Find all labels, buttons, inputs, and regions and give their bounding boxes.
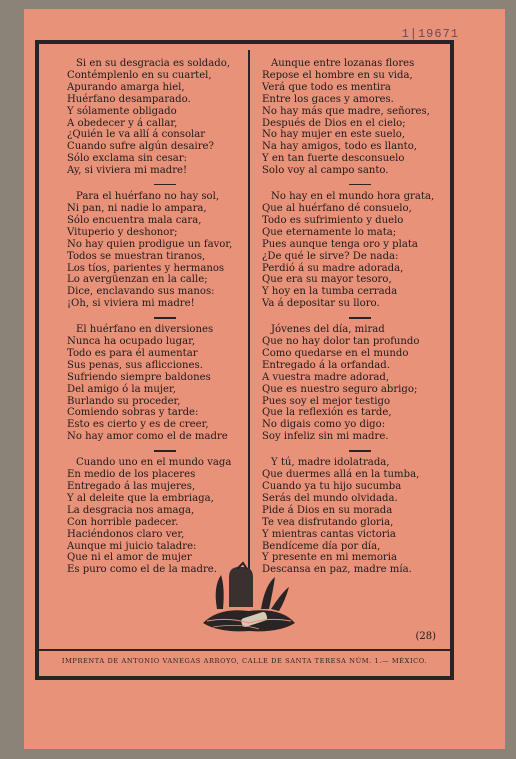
verse-line: Todos se muestran tiranos, [67, 250, 206, 262]
verse-line: Y hoy en la tumba cerrada [262, 286, 398, 298]
verse-line: Perdió á su madre adorada, [262, 262, 404, 274]
stanza-separator [262, 443, 458, 457]
verse-line: El huérfano en diversiones [76, 324, 214, 336]
verse-line: Que es nuestro seguro abrigo; [262, 383, 418, 395]
verse-line: Cuando sufre algún desaire? [67, 141, 214, 153]
broadside-sheet [24, 9, 505, 749]
stanza [262, 324, 458, 443]
verse-line: Contémplenlo en su cuartel, [67, 69, 212, 81]
verse-line: Que al huérfano dé consuelo, [262, 202, 412, 214]
stanza-separator [67, 177, 263, 191]
footer-rule [39, 649, 450, 651]
verse-line: Vituperio y deshonor; [67, 226, 178, 238]
tomb-vignette-image [199, 557, 299, 637]
verse-line: No hay mujer en este suelo, [262, 129, 405, 141]
verse-line: Na hay amigos, todo es llanto, [262, 141, 417, 153]
verse-line: No digais como yo digo: [262, 419, 386, 431]
verse-line: Después de Dios en el cielo; [262, 117, 406, 129]
verse-line: Que ni el amor de mujer [67, 552, 192, 564]
verse-line: Del amigo ó la mujer, [67, 383, 176, 395]
verse-line: A obedecer y á callar, [67, 117, 178, 129]
verse-line: Cuando ya tu hijo sucumba [262, 481, 402, 492]
verse-line: No hay amor como el de madre [67, 431, 228, 443]
verse-line: No hay quien prodigue un favor, [67, 238, 233, 250]
stanza-separator [262, 310, 458, 324]
verse-line: Entre los gaces y amores. [262, 93, 394, 105]
verse-line: Soy infeliz sin mi madre. [262, 431, 389, 443]
verse-line: Solo voy al campo santo. [262, 165, 389, 177]
verse-line: ¿Quién le va allí á consolar [67, 129, 206, 141]
verse-line: Aunque entre lozanas flores [271, 58, 415, 69]
verse-line: Haciéndonos claro ver, [67, 528, 185, 540]
verse-line: Y tú, madre idolatrada, [271, 457, 390, 469]
verse-line: Bendíceme día por día, [262, 540, 381, 552]
verse-line: Y en tan fuerte desconsuelo [262, 153, 405, 165]
verse-line: Todo es sufrimiento y duelo [262, 214, 404, 226]
verse-line: Esto es cierto y es de creer, [67, 419, 209, 431]
verse-line: Y sólamente obligado [67, 105, 177, 117]
verse-line: Serás del mundo olvidada. [262, 492, 398, 504]
verse-line: ¿De qué le sirve? De nada: [262, 250, 399, 262]
stanza [262, 58, 458, 177]
left-poem-column [67, 58, 263, 576]
verse-line: Y mientras cantas victoria [262, 528, 396, 540]
verse-line: Entregado á la orfandad. [262, 359, 390, 371]
verse-line: Sólo exclama sin cesar: [67, 153, 188, 165]
verse-line: Nunca ha ocupado lugar, [67, 336, 196, 348]
verse-line: Sufriendo siempre baldones [67, 371, 211, 383]
stanza [67, 324, 263, 443]
stanza [262, 191, 458, 310]
verse-line: Como quedarse en el mundo [262, 347, 409, 359]
verse-line: Pues soy el mejor testigo [262, 395, 391, 407]
verse-line: Y presente en mi memoria [262, 552, 397, 564]
verse-line: Y al deleite que la embriaga, [67, 492, 214, 504]
verse-line: No hay en el mundo hora grata, [271, 191, 435, 203]
page-number: (28) [415, 631, 436, 642]
stanza-separator [262, 177, 458, 191]
verse-line: Si en su desgracia es soldado, [76, 58, 231, 69]
verse-line: Lo avergüenzan en la calle; [67, 274, 208, 286]
verse-line: Descansa en paz, madre mía. [262, 564, 412, 576]
verse-line: Los tíos, parientes y hermanos [67, 262, 225, 274]
verse-line: No hay más que madre, señores, [262, 105, 430, 117]
verse-line: Todo es para él aumentar [67, 347, 198, 359]
verse-line: En medio de los placeres [67, 469, 196, 481]
verse-line: Que era su mayor tesoro, [262, 274, 392, 286]
handwritten-catalog-number: 1|19671 [401, 27, 459, 41]
stanza-separator [67, 310, 263, 324]
poem-frame [35, 40, 454, 680]
verse-line: Con horrible padecer. [67, 516, 179, 528]
verse-line: Huérfano desamparado. [67, 93, 191, 105]
verse-line: Comiendo sobras y tarde: [67, 407, 199, 419]
verse-line: Apurando amarga hiel, [67, 81, 185, 93]
verse-line: Aunque mi juicio taladre: [67, 540, 197, 552]
verse-line: Dice, enclavando sus manos: [67, 286, 215, 298]
verse-line: Pide á Dios en su morada [262, 504, 393, 516]
verse-line: Verá que todo es mentira [262, 81, 391, 93]
verse-line: Que no hay dolor tan profundo [262, 336, 420, 348]
right-poem-column [262, 58, 458, 576]
verse-line: Repose el hombre en su vida, [262, 69, 413, 81]
verse-line: Ay, si viviera mi madre! [67, 165, 188, 177]
verse-line: Ni pan, ni nadie lo ampara, [67, 202, 207, 214]
verse-line: Para el huérfano no hay sol, [76, 191, 220, 203]
verse-line: A vuestra madre adorad, [262, 371, 390, 383]
verse-line: Que la reflexión es tarde, [262, 407, 392, 419]
verse-line: Va á depositar su lloro. [262, 298, 380, 310]
verse-line: Entregado á las mujeres, [67, 481, 196, 492]
verse-line: Sus penas, sus aflicciones. [67, 359, 203, 371]
stanza-separator [67, 443, 263, 457]
stanza [67, 58, 263, 177]
verse-line: Cuando uno en el mundo vaga [76, 457, 232, 469]
verse-line: ¡Oh, si viviera mi madre! [67, 298, 195, 310]
verse-line: Que eternamente lo mata; [262, 226, 397, 238]
printer-imprint: IMPRENTA DE ANTONIO VANEGAS ARROYO, CALLE DE SANTA TERESA NÚM. 1.— MÉXICO. [61, 657, 428, 665]
stanza [67, 191, 263, 310]
verse-line: Te vea disfrutando gloria, [262, 516, 394, 528]
verse-line: La desgracia nos amaga, [67, 504, 195, 516]
verse-line: Que duermes allá en la tumba, [262, 469, 420, 481]
verse-line: Sólo encuentra mala cara, [67, 214, 202, 226]
verse-line: Burlando su proceder, [67, 395, 181, 407]
verse-line: Pues aunque tenga oro y plata [262, 238, 418, 250]
verse-line: Jóvenes del día, mirad [271, 324, 385, 336]
verse-line: Es puro como el de la madre. [67, 564, 217, 576]
